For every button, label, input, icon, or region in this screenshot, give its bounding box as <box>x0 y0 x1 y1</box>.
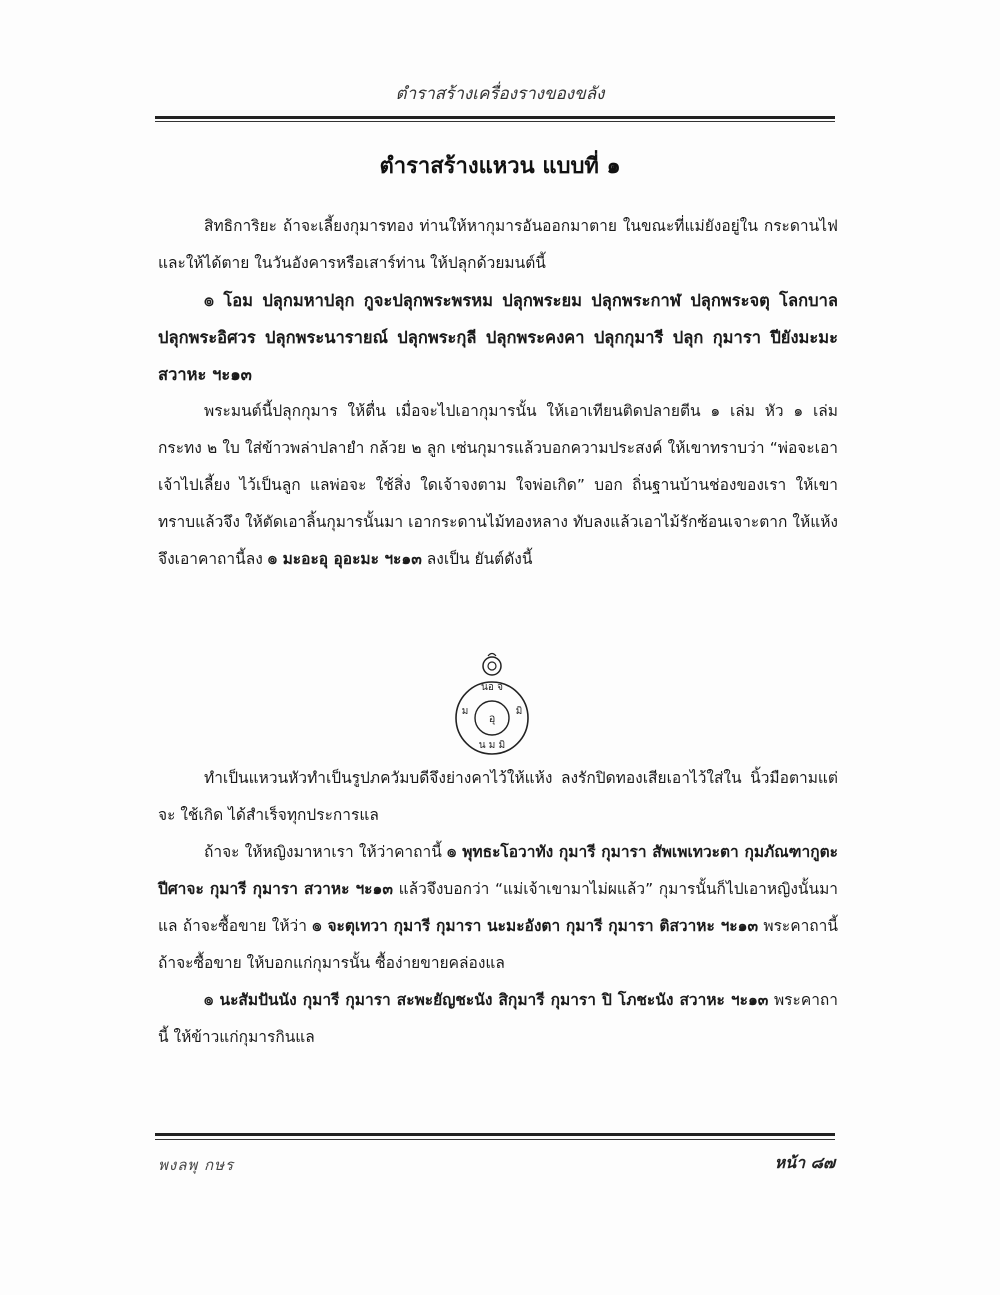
text-block-bottom <box>158 760 838 1056</box>
paragraph-ring-making: ทำเป็นแหวนหัวทำเป็นรูปภควัมบดีจึงย่างคาไว้ให้แห้ง ลงรักปิดทองเสียเอาไว้ใส่ใน นิ้วมือตามแต่จะ ใช้เกิด ได้สำเร็จทุกประการแล <box>158 769 838 824</box>
seal-left-letter: ม <box>461 706 469 717</box>
paragraph-attraction <box>158 834 838 982</box>
paragraph-mantra-awaken: ๏ โอม ปลุกมหาปลุก กูจะปลุกพระพรหม ปลุกพระยม ปลุกพระกาฬ ปลุกพระจตุ โลกบาล ปลุกพระอิศวร ปลุกพระนารายณ์ ปลุกพระกุลี ปลุกพระคงคา ปลุกกุมารี ปลุก กุมารา ปียังมะมะ สวาหะ ฯะ๑๓ <box>158 291 838 384</box>
seal-bottom-letters: น ม มิ <box>478 740 506 751</box>
attraction-text-a: ถ้าจะ ให้หญิงมาหาเรา ให้ว่าคาถานี้ <box>204 843 442 861</box>
paragraph-instructions <box>158 393 838 578</box>
instructions-mantra: ๏ มะอะอุ อุอะมะ ฯะ๑๓ <box>267 550 422 568</box>
running-header: ตำราสร้างเครื่องรางของขลัง <box>395 84 605 104</box>
instructions-tail: ลงเป็น ยันต์ดังนี้ <box>426 550 533 568</box>
paragraph-intro: สิทธิการิยะ ถ้าจะเลี้ยงกุมารทอง ท่านให้หากุมารอันออกมาตาย ในขณะที่แม่ยังอยู่ใน กระดานไฟ และให้ได้ตาย ในวันอังคารหรือเสาร์ท่าน ให้ปลุกด้วยมนต์นี้ <box>158 217 838 272</box>
seal-knob-inner <box>488 662 496 670</box>
footer-rule-thin <box>155 1139 835 1140</box>
page-number: หน้า ๘๗ <box>774 1153 835 1172</box>
feeding-mantra: ๏ นะสัมปันนัง กุมารี กุมารา สะพะยัญชะนัง สิกุมารี กุมารา ปิ โภชะนัง สวาหะ ฯะ๑๓ <box>204 991 769 1009</box>
seal-top-letters: นอ จ <box>481 682 503 693</box>
page-title: ตำราสร้างแหวน แบบที่ ๑ <box>379 154 621 179</box>
yantra-seal-diagram <box>452 652 532 762</box>
text-block-top <box>158 208 838 578</box>
trade-mantra: ๏ จะตุเทวา กุมารี กุมารา นะมะอังตา กุมารี กุมารา ติสวาหะ ฯะ๑๓ <box>312 917 759 935</box>
feeding-text: พระคาถานี้ ให้ข้าวแก่กุมารกินแล <box>158 991 838 1046</box>
trade-text: พระคาถานี้ถ้าจะซื้อขาย ให้บอกแก่กุมารนั้น ซื้อง่ายขายคล่องแล <box>158 917 838 972</box>
seal-right-letter: มิ <box>515 706 523 717</box>
header-rule-thin <box>155 121 835 122</box>
paragraph-feeding <box>158 982 838 1056</box>
footer-signature: พงลพุ กษร <box>158 1156 235 1174</box>
attraction-text-b: แล้วจึงบอกว่า “แม่เจ้าเขามาไม่ผแล้ว” กุมารนั้นก็ไปเอาหญิงนั้นมาแล ถ้าจะซื้อขาย ให้ว่า <box>158 880 838 935</box>
header-rule-thick <box>155 116 835 119</box>
footer-rule-thick <box>155 1133 835 1136</box>
instructions-text: พระมนต์นี้ปลุกกุมาร ให้ตื่น เมื่อจะไปเอากุมารนั้น ให้เอาเทียนติดปลายตีน ๑ เล่ม หัว ๑ เล่ม กระทง ๒ ใบ ใส่ข้าวพล่าปลายำ กล้วย ๒ ลูก เซ่นกุมารแล้วบอกความประสงค์ ให้เขาทราบว่า “พ่อจะเอาเจ้าไปเลี้ยง ไว้เป็นลูก แลพ่อจะ ใช้สิ่ง ใดเจ้าจงตาม ใจพ่อเกิด” บอก ถิ่นฐานบ้านช่องของเรา ให้เขาทราบแล้วจึง ให้ตัดเอาลิ้นกุมารนั้นมา เอากระดานไม้ทองหลาง ทับลงแล้วเอาไม้รักซ้อนเจาะตาก ให้แห้ง จึงเอาคาถานี้ลง <box>158 402 838 568</box>
attraction-mantra: ๏ พุทธะโอวาทัง กุมารี กุมารา สัพเพเทวะตา กุมภัณฑากูตะปีศาจะ กุมารี กุมารา สวาหะ ฯะ๑๓ <box>158 843 838 898</box>
seal-knob-tip <box>488 654 496 657</box>
seal-knob-outer <box>483 657 501 675</box>
seal-center-letter: อุ <box>488 712 496 725</box>
